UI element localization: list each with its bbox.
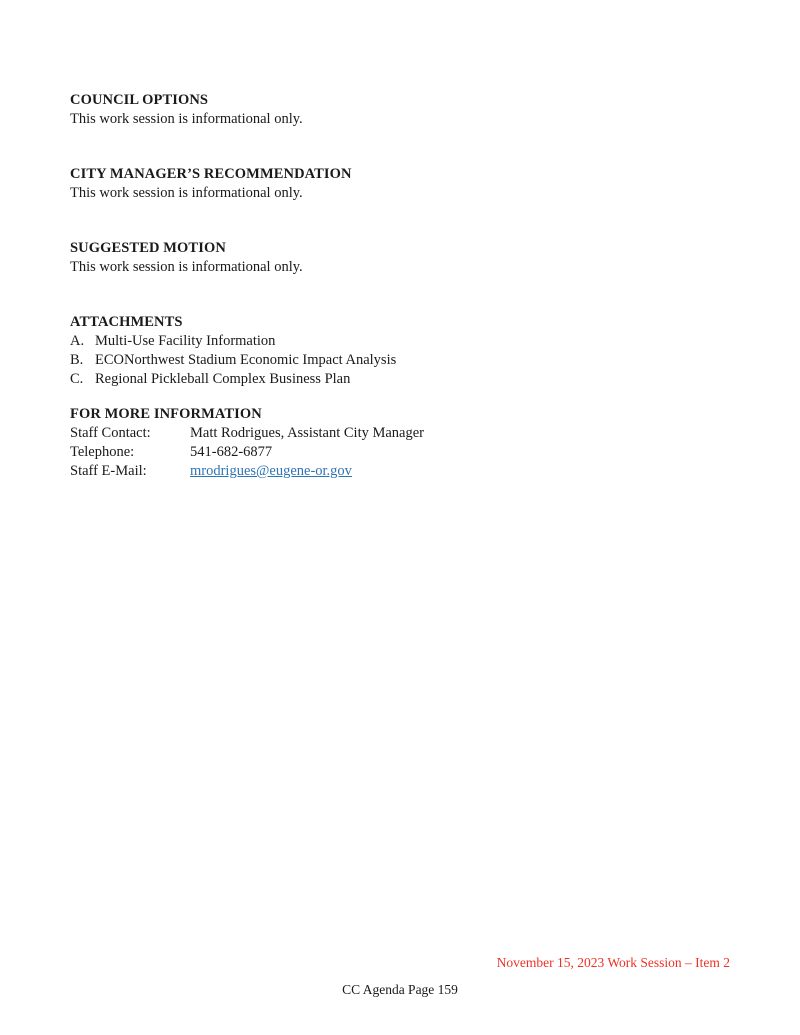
section-city-manager-recommendation [70, 165, 730, 203]
section-heading: COUNCIL OPTIONS [70, 92, 209, 108]
contact-label: Telephone: [70, 444, 135, 460]
attachment-item [70, 351, 730, 370]
telephone-value: 541-682-6877 [190, 444, 273, 460]
staff-contact-value: Matt Rodrigues, Assistant City Manager [190, 425, 424, 441]
section-council-options [70, 91, 730, 129]
section-for-more-information [70, 405, 730, 481]
attachment-item [70, 370, 730, 389]
work-session-item-note: November 15, 2023 Work Session – Item 2 [496, 955, 730, 970]
section-body: This work session is informational only. [70, 185, 303, 201]
attachment-letter: A. [70, 333, 85, 349]
section-heading: CITY MANAGER’S RECOMMENDATION [70, 166, 352, 182]
section-attachments [70, 313, 730, 389]
attachment-letter: B. [70, 352, 84, 368]
contact-heading: FOR MORE INFORMATION [70, 406, 262, 422]
section-suggested-motion [70, 239, 730, 277]
section-body: This work session is informational only. [70, 259, 303, 275]
attachments-heading: ATTACHMENTS [70, 314, 183, 330]
section-body: This work session is informational only. [70, 111, 303, 127]
contact-label: Staff Contact: [70, 425, 151, 441]
attachment-label: ECONorthwest Stadium Economic Impact Analysis [95, 352, 397, 368]
attachment-label: Multi-Use Facility Information [95, 333, 276, 349]
contact-row [70, 443, 730, 462]
agenda-page-number: CC Agenda Page 159 [342, 982, 458, 997]
document-content [70, 91, 730, 481]
contact-label: Staff E-Mail: [70, 463, 147, 479]
attachment-letter: C. [70, 371, 84, 387]
contact-row [70, 462, 730, 481]
attachment-item [70, 332, 730, 351]
attachment-label: Regional Pickleball Complex Business Plan [95, 371, 351, 387]
staff-email-link[interactable]: mrodrigues@eugene-or.gov [190, 463, 352, 479]
section-heading: SUGGESTED MOTION [70, 240, 226, 256]
contact-row [70, 424, 730, 443]
